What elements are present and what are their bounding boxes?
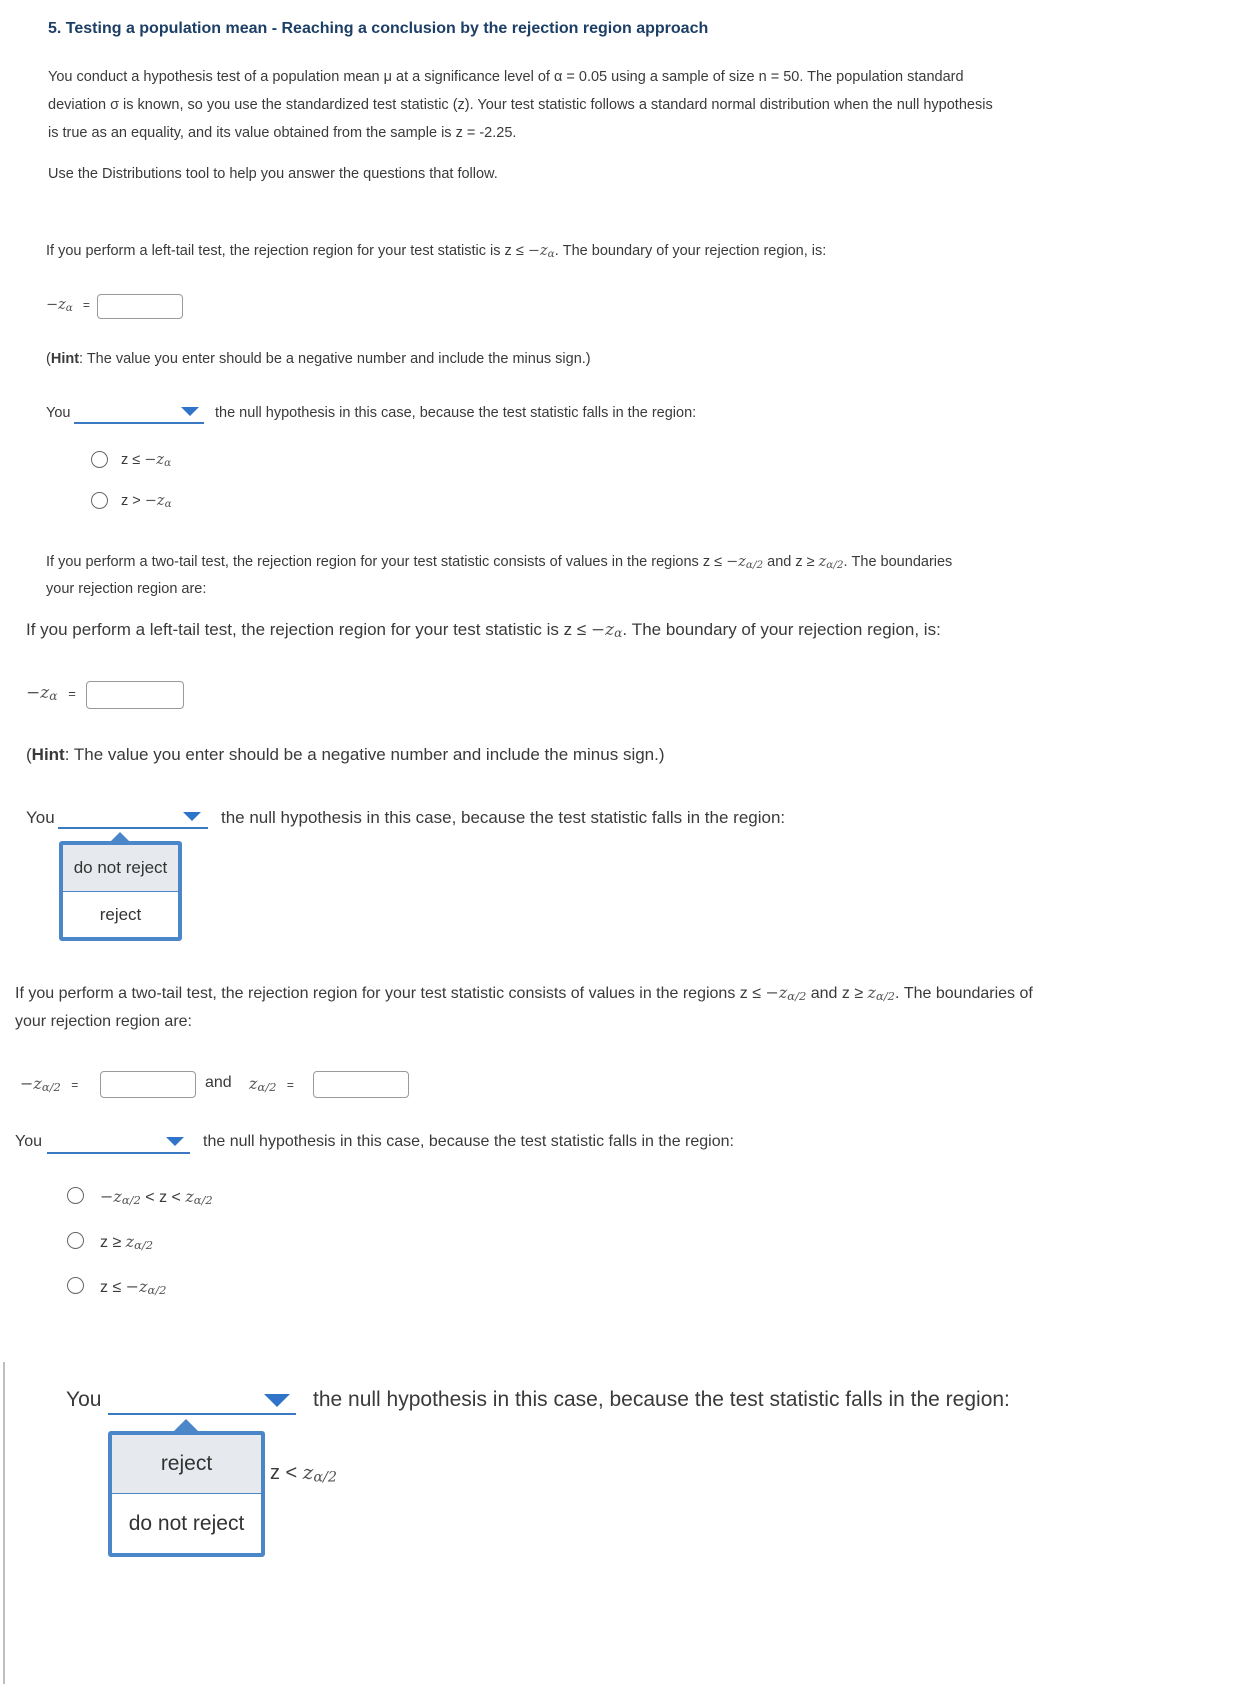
two-tail-prompt-zoomed-line2: your rejection region are: bbox=[15, 1013, 192, 1030]
neg-z-alpha-half-label: −zα/2 = bbox=[20, 1074, 79, 1095]
hint-text: (Hint: The value you enter should be a negative number and include the minus sign.) bbox=[46, 351, 591, 367]
radio-z-geq[interactable] bbox=[67, 1232, 84, 1249]
null-hypothesis-text: the null hypothesis in this case, because the test statistic falls in the region: bbox=[215, 405, 697, 421]
you-label-zoomed: You bbox=[26, 808, 55, 827]
chevron-down-icon[interactable] bbox=[166, 1137, 184, 1146]
dropdown-menu-bottom bbox=[108, 1431, 265, 1557]
crop-border bbox=[3, 1362, 5, 1684]
radio-label-z-leq: z ≤ −zα bbox=[121, 452, 172, 469]
conclusion-dropdown-two-tail[interactable] bbox=[47, 1152, 190, 1154]
you-label-two-tail: You bbox=[15, 1133, 42, 1150]
null-hypothesis-text-zoomed: the null hypothesis in this case, because the test statistic falls in the region: bbox=[221, 808, 786, 827]
intro-line-3: is true as an equality, and its value obtained from the sample is z = -2.25. bbox=[48, 125, 517, 141]
option-divider bbox=[63, 891, 178, 892]
you-label-bottom: You bbox=[66, 1388, 102, 1411]
radio-label-between: −zα/2 < z < zα/2 bbox=[100, 1187, 213, 1208]
null-hypothesis-text-bottom: the null hypothesis in this case, because the test statistic falls in the region: bbox=[313, 1388, 1010, 1411]
menu-caret-icon bbox=[174, 1419, 198, 1431]
neg-z-alpha-label: −zα = bbox=[46, 297, 90, 314]
partial-radio-label: z < zα/2 bbox=[270, 1460, 338, 1486]
conclusion-dropdown-bottom[interactable] bbox=[108, 1413, 296, 1415]
conclusion-dropdown-zoomed[interactable] bbox=[58, 827, 208, 829]
intro-line-2: deviation σ is known, so you use the standardized test statistic (z). Your test statistic follows a standard normal distribution when the null hypothesis bbox=[48, 97, 993, 113]
two-tail-prompt: If you perform a two-tail test, the rejection region for your test statistic consists of values in the regions z ≤ −zα/2 and z ≥ zα/2. The boundaries bbox=[46, 554, 953, 571]
page-title: 5. Testing a population mean - Reaching a conclusion by the rejection region approach bbox=[48, 20, 709, 37]
conclusion-dropdown[interactable] bbox=[74, 422, 204, 424]
left-tail-prompt-zoomed: If you perform a left-tail test, the rejection region for your test statistic is z ≤ −zα. The boundary of your rejection region, is: bbox=[26, 620, 941, 641]
radio-z-gt[interactable] bbox=[91, 492, 108, 509]
option-reject[interactable]: reject bbox=[99, 905, 142, 924]
and-word: and bbox=[205, 1074, 232, 1091]
radio-label-z-gt: z > −zα bbox=[121, 493, 172, 510]
hint-text-zoomed: (Hint: The value you enter should be a negative number and include the minus sign.) bbox=[26, 745, 665, 764]
radio-label-z-geq: z ≥ zα/2 bbox=[100, 1232, 154, 1253]
intro-line-1: You conduct a hypothesis test of a population mean μ at a significance level of α = 0.05 using a sample of size n = 50. The population standard bbox=[48, 69, 964, 85]
radio-z-leq-half[interactable] bbox=[67, 1277, 84, 1294]
radio-z-leq[interactable] bbox=[91, 451, 108, 468]
left-tail-prompt: If you perform a left-tail test, the rejection region for your test statistic is z ≤ −zα. The boundary of your rejection region, is: bbox=[46, 243, 827, 260]
dropdown-menu bbox=[59, 841, 182, 941]
neg-z-alpha-input[interactable] bbox=[97, 294, 183, 319]
option-do-not-reject[interactable]: do not reject bbox=[63, 845, 178, 891]
z-alpha-half-label: zα/2 = bbox=[249, 1074, 294, 1095]
two-tail-prompt-line2: your rejection region are: bbox=[46, 581, 207, 597]
neg-z-alpha-label-zoomed: −zα = bbox=[26, 683, 76, 704]
radio-label-z-leq-half: z ≤ −zα/2 bbox=[100, 1277, 167, 1298]
option-divider bbox=[112, 1493, 261, 1494]
null-hypothesis-text-two-tail: the null hypothesis in this case, because the test statistic falls in the region: bbox=[203, 1133, 734, 1150]
option-do-not-reject[interactable]: do not reject bbox=[128, 1512, 245, 1535]
option-reject[interactable]: reject bbox=[112, 1435, 261, 1493]
chevron-down-icon[interactable] bbox=[181, 407, 199, 416]
radio-between[interactable] bbox=[67, 1187, 84, 1204]
neg-z-alpha-input-zoomed[interactable] bbox=[86, 681, 184, 709]
z-alpha-half-input[interactable] bbox=[313, 1071, 409, 1098]
chevron-down-icon[interactable] bbox=[183, 812, 201, 821]
you-label: You bbox=[46, 405, 71, 421]
chevron-down-icon[interactable] bbox=[264, 1394, 290, 1407]
tool-note: Use the Distributions tool to help you answer the questions that follow. bbox=[48, 166, 498, 182]
neg-z-alpha-half-input[interactable] bbox=[100, 1071, 196, 1098]
two-tail-prompt-zoomed: If you perform a two-tail test, the rejection region for your test statistic consists of values in the regions z ≤ −zα/2 and z ≥ zα/2. The boundaries of bbox=[15, 983, 1033, 1004]
menu-caret-icon bbox=[111, 832, 129, 841]
